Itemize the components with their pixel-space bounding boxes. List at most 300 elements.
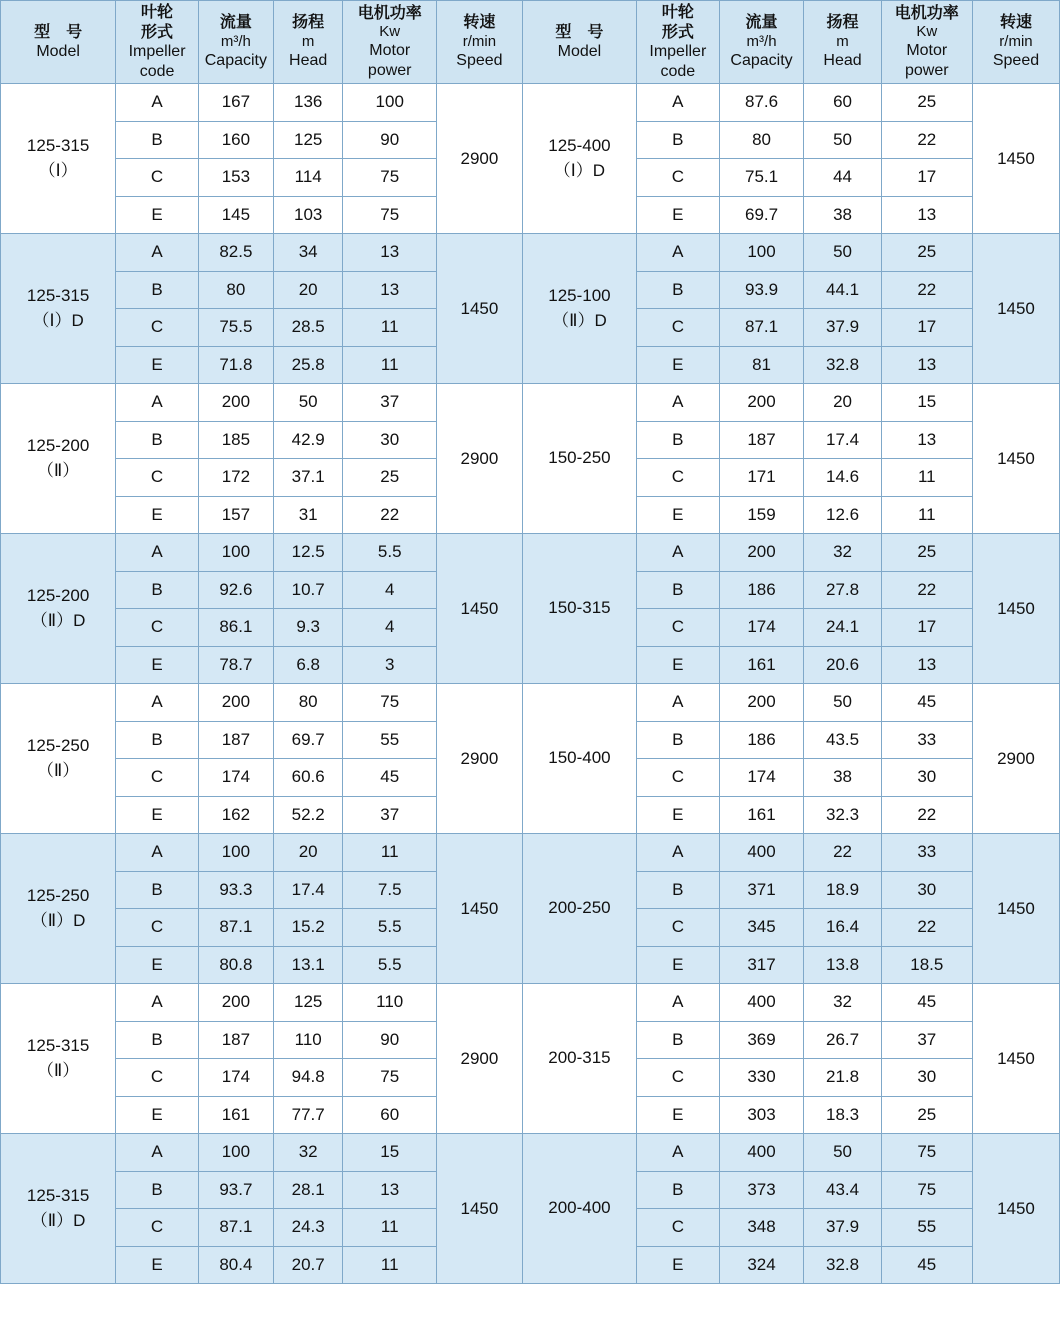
- head-cell: 18.3: [804, 1096, 881, 1134]
- motor-power-cell: 4: [343, 571, 437, 609]
- motor-power-cell: 75: [343, 1059, 437, 1097]
- motor-power-cell: 4: [343, 609, 437, 647]
- motor-power-cell: 17: [881, 159, 972, 197]
- head-cell: 32.8: [804, 346, 881, 384]
- head-cell: 32: [804, 534, 881, 572]
- speed-cell: 1450: [972, 534, 1059, 684]
- head-cell: 94.8: [273, 1059, 343, 1097]
- capacity-cell: 75.1: [719, 159, 804, 197]
- motor-power-cell: 5.5: [343, 534, 437, 572]
- motor-power-cell: 25: [881, 534, 972, 572]
- speed-cell: 1450: [436, 234, 522, 384]
- capacity-cell: 93.9: [719, 271, 804, 309]
- impeller-code-cell: B: [637, 721, 720, 759]
- capacity-cell: 161: [719, 796, 804, 834]
- head-cell: 43.4: [804, 1171, 881, 1209]
- motor-power-cell: 17: [881, 309, 972, 347]
- speed-cell: 1450: [972, 384, 1059, 534]
- column-header-left-4: 电机功率 Kw Motor power: [343, 1, 437, 84]
- head-cell: 44.1: [804, 271, 881, 309]
- impeller-code-cell: C: [637, 159, 720, 197]
- impeller-code-cell: B: [637, 571, 720, 609]
- motor-power-cell: 60: [343, 1096, 437, 1134]
- column-header-right-5: 转速 r/min Speed: [972, 1, 1059, 84]
- speed-cell: 1450: [972, 234, 1059, 384]
- capacity-cell: 174: [719, 609, 804, 647]
- impeller-code-cell: C: [637, 759, 720, 797]
- head-cell: 28.1: [273, 1171, 343, 1209]
- speed-cell: 1450: [972, 834, 1059, 984]
- impeller-code-cell: B: [637, 271, 720, 309]
- impeller-code-cell: A: [637, 234, 720, 272]
- motor-power-cell: 25: [881, 234, 972, 272]
- impeller-code-cell: B: [116, 1021, 199, 1059]
- head-cell: 50: [273, 384, 343, 422]
- motor-power-cell: 22: [881, 271, 972, 309]
- capacity-cell: 187: [198, 1021, 273, 1059]
- head-cell: 50: [804, 684, 881, 722]
- table-row: [1, 84, 1060, 122]
- head-cell: 37.9: [804, 309, 881, 347]
- capacity-cell: 75.5: [198, 309, 273, 347]
- capacity-cell: 100: [198, 834, 273, 872]
- motor-power-cell: 37: [881, 1021, 972, 1059]
- impeller-code-cell: A: [637, 384, 720, 422]
- capacity-cell: 80: [719, 121, 804, 159]
- head-cell: 60.6: [273, 759, 343, 797]
- head-cell: 32.3: [804, 796, 881, 834]
- impeller-code-cell: B: [637, 421, 720, 459]
- column-header-right-1: 叶轮 形式 Impeller code: [637, 1, 720, 84]
- motor-power-cell: 7.5: [343, 871, 437, 909]
- impeller-code-cell: E: [116, 946, 199, 984]
- motor-power-cell: 11: [343, 834, 437, 872]
- impeller-code-cell: E: [116, 646, 199, 684]
- impeller-code-cell: C: [637, 459, 720, 497]
- motor-power-cell: 5.5: [343, 946, 437, 984]
- capacity-cell: 369: [719, 1021, 804, 1059]
- motor-power-cell: 30: [881, 1059, 972, 1097]
- capacity-cell: 171: [719, 459, 804, 497]
- motor-power-cell: 22: [881, 121, 972, 159]
- impeller-code-cell: B: [637, 1021, 720, 1059]
- model-cell: 200-250: [522, 834, 636, 984]
- column-header-right-4: 电机功率 Kw Motor power: [881, 1, 972, 84]
- head-cell: 69.7: [273, 721, 343, 759]
- impeller-code-cell: B: [116, 1171, 199, 1209]
- speed-cell: 2900: [436, 984, 522, 1134]
- model-cell: 200-315: [522, 984, 636, 1134]
- capacity-cell: 92.6: [198, 571, 273, 609]
- impeller-code-cell: C: [116, 309, 199, 347]
- model-cell: 125-400 （Ⅰ）D: [522, 84, 636, 234]
- capacity-cell: 80.8: [198, 946, 273, 984]
- head-cell: 14.6: [804, 459, 881, 497]
- head-cell: 38: [804, 759, 881, 797]
- model-cell: 125-250 （Ⅱ）D: [1, 834, 116, 984]
- model-cell: 125-315 （Ⅰ）: [1, 84, 116, 234]
- capacity-cell: 157: [198, 496, 273, 534]
- capacity-cell: 400: [719, 834, 804, 872]
- impeller-code-cell: A: [637, 684, 720, 722]
- motor-power-cell: 15: [343, 1134, 437, 1172]
- capacity-cell: 87.1: [198, 909, 273, 947]
- table-row: [1, 834, 1060, 872]
- head-cell: 32: [804, 984, 881, 1022]
- impeller-code-cell: C: [637, 1059, 720, 1097]
- table-row: [1, 384, 1060, 422]
- table-body: [1, 84, 1060, 1284]
- motor-power-cell: 13: [881, 196, 972, 234]
- capacity-cell: 200: [719, 684, 804, 722]
- impeller-code-cell: E: [637, 1096, 720, 1134]
- impeller-code-cell: B: [637, 871, 720, 909]
- head-cell: 125: [273, 984, 343, 1022]
- motor-power-cell: 25: [881, 84, 972, 122]
- motor-power-cell: 33: [881, 834, 972, 872]
- capacity-cell: 186: [719, 721, 804, 759]
- head-cell: 22: [804, 834, 881, 872]
- impeller-code-cell: A: [116, 234, 199, 272]
- head-cell: 20: [804, 384, 881, 422]
- model-cell: 125-315 （Ⅰ）D: [1, 234, 116, 384]
- head-cell: 20: [273, 271, 343, 309]
- impeller-code-cell: C: [116, 1059, 199, 1097]
- motor-power-cell: 25: [343, 459, 437, 497]
- head-cell: 110: [273, 1021, 343, 1059]
- motor-power-cell: 22: [881, 571, 972, 609]
- head-cell: 20: [273, 834, 343, 872]
- column-header-left-5: 转速 r/min Speed: [436, 1, 522, 84]
- head-cell: 17.4: [273, 871, 343, 909]
- motor-power-cell: 15: [881, 384, 972, 422]
- capacity-cell: 69.7: [719, 196, 804, 234]
- impeller-code-cell: E: [637, 196, 720, 234]
- motor-power-cell: 75: [881, 1171, 972, 1209]
- model-cell: 150-315: [522, 534, 636, 684]
- head-cell: 20.6: [804, 646, 881, 684]
- motor-power-cell: 5.5: [343, 909, 437, 947]
- capacity-cell: 373: [719, 1171, 804, 1209]
- capacity-cell: 200: [198, 384, 273, 422]
- head-cell: 26.7: [804, 1021, 881, 1059]
- motor-power-cell: 30: [881, 759, 972, 797]
- column-header-left-2: 流量 m³/h Capacity: [198, 1, 273, 84]
- motor-power-cell: 55: [343, 721, 437, 759]
- impeller-code-cell: A: [116, 384, 199, 422]
- head-cell: 20.7: [273, 1246, 343, 1284]
- impeller-code-cell: C: [116, 909, 199, 947]
- model-cell: 150-400: [522, 684, 636, 834]
- head-cell: 38: [804, 196, 881, 234]
- column-header-left-3: 扬程 m Head: [273, 1, 343, 84]
- impeller-code-cell: E: [116, 496, 199, 534]
- motor-power-cell: 75: [343, 684, 437, 722]
- capacity-cell: 348: [719, 1209, 804, 1247]
- capacity-cell: 93.7: [198, 1171, 273, 1209]
- speed-cell: 2900: [436, 384, 522, 534]
- head-cell: 60: [804, 84, 881, 122]
- column-header-right-0: 型 号 Model: [522, 1, 636, 84]
- motor-power-cell: 13: [881, 346, 972, 384]
- capacity-cell: 80.4: [198, 1246, 273, 1284]
- head-cell: 77.7: [273, 1096, 343, 1134]
- motor-power-cell: 45: [881, 984, 972, 1022]
- head-cell: 13.8: [804, 946, 881, 984]
- head-cell: 42.9: [273, 421, 343, 459]
- head-cell: 13.1: [273, 946, 343, 984]
- motor-power-cell: 45: [881, 1246, 972, 1284]
- head-cell: 25.8: [273, 346, 343, 384]
- impeller-code-cell: B: [637, 121, 720, 159]
- capacity-cell: 200: [198, 684, 273, 722]
- head-cell: 114: [273, 159, 343, 197]
- motor-power-cell: 11: [343, 309, 437, 347]
- impeller-code-cell: E: [116, 1246, 199, 1284]
- head-cell: 103: [273, 196, 343, 234]
- model-cell: 125-100 （Ⅱ）D: [522, 234, 636, 384]
- capacity-cell: 80: [198, 271, 273, 309]
- capacity-cell: 324: [719, 1246, 804, 1284]
- motor-power-cell: 37: [343, 796, 437, 834]
- impeller-code-cell: A: [637, 1134, 720, 1172]
- capacity-cell: 162: [198, 796, 273, 834]
- speed-cell: 1450: [436, 534, 522, 684]
- speed-cell: 1450: [972, 1134, 1059, 1284]
- motor-power-cell: 100: [343, 84, 437, 122]
- capacity-cell: 187: [198, 721, 273, 759]
- impeller-code-cell: C: [637, 1209, 720, 1247]
- motor-power-cell: 25: [881, 1096, 972, 1134]
- impeller-code-cell: C: [637, 909, 720, 947]
- head-cell: 9.3: [273, 609, 343, 647]
- capacity-cell: 371: [719, 871, 804, 909]
- capacity-cell: 82.5: [198, 234, 273, 272]
- motor-power-cell: 13: [881, 646, 972, 684]
- motor-power-cell: 33: [881, 721, 972, 759]
- impeller-code-cell: A: [637, 834, 720, 872]
- motor-power-cell: 75: [343, 196, 437, 234]
- motor-power-cell: 22: [343, 496, 437, 534]
- motor-power-cell: 11: [881, 459, 972, 497]
- impeller-code-cell: E: [116, 346, 199, 384]
- capacity-cell: 100: [198, 1134, 273, 1172]
- capacity-cell: 100: [719, 234, 804, 272]
- head-cell: 37.1: [273, 459, 343, 497]
- head-cell: 32.8: [804, 1246, 881, 1284]
- impeller-code-cell: B: [116, 271, 199, 309]
- impeller-code-cell: A: [116, 984, 199, 1022]
- head-cell: 125: [273, 121, 343, 159]
- impeller-code-cell: A: [116, 834, 199, 872]
- head-cell: 21.8: [804, 1059, 881, 1097]
- capacity-cell: 317: [719, 946, 804, 984]
- column-header-left-1: 叶轮 形式 Impeller code: [116, 1, 199, 84]
- impeller-code-cell: A: [637, 534, 720, 572]
- head-cell: 136: [273, 84, 343, 122]
- head-cell: 44: [804, 159, 881, 197]
- capacity-cell: 145: [198, 196, 273, 234]
- column-header-right-3: 扬程 m Head: [804, 1, 881, 84]
- motor-power-cell: 45: [881, 684, 972, 722]
- model-cell: 200-400: [522, 1134, 636, 1284]
- table-row: [1, 684, 1060, 722]
- head-cell: 50: [804, 1134, 881, 1172]
- speed-cell: 2900: [436, 684, 522, 834]
- capacity-cell: 200: [719, 384, 804, 422]
- table-row: [1, 534, 1060, 572]
- head-cell: 15.2: [273, 909, 343, 947]
- speed-cell: 1450: [972, 984, 1059, 1134]
- head-cell: 24.3: [273, 1209, 343, 1247]
- motor-power-cell: 30: [881, 871, 972, 909]
- head-cell: 24.1: [804, 609, 881, 647]
- capacity-cell: 330: [719, 1059, 804, 1097]
- capacity-cell: 167: [198, 84, 273, 122]
- table-header-row: [1, 1, 1060, 84]
- impeller-code-cell: E: [116, 796, 199, 834]
- impeller-code-cell: E: [116, 1096, 199, 1134]
- motor-power-cell: 22: [881, 796, 972, 834]
- column-header-left-0: 型 号 Model: [1, 1, 116, 84]
- impeller-code-cell: E: [637, 496, 720, 534]
- head-cell: 6.8: [273, 646, 343, 684]
- head-cell: 31: [273, 496, 343, 534]
- head-cell: 80: [273, 684, 343, 722]
- motor-power-cell: 37: [343, 384, 437, 422]
- head-cell: 43.5: [804, 721, 881, 759]
- motor-power-cell: 90: [343, 1021, 437, 1059]
- impeller-code-cell: B: [116, 121, 199, 159]
- motor-power-cell: 55: [881, 1209, 972, 1247]
- capacity-cell: 345: [719, 909, 804, 947]
- head-cell: 50: [804, 234, 881, 272]
- capacity-cell: 86.1: [198, 609, 273, 647]
- motor-power-cell: 18.5: [881, 946, 972, 984]
- capacity-cell: 174: [719, 759, 804, 797]
- model-cell: 125-315 （Ⅱ）D: [1, 1134, 116, 1284]
- speed-cell: 1450: [436, 834, 522, 984]
- capacity-cell: 87.6: [719, 84, 804, 122]
- table-row: [1, 234, 1060, 272]
- impeller-code-cell: A: [116, 684, 199, 722]
- motor-power-cell: 90: [343, 121, 437, 159]
- capacity-cell: 100: [198, 534, 273, 572]
- impeller-code-cell: E: [637, 646, 720, 684]
- model-cell: 125-200 （Ⅱ）D: [1, 534, 116, 684]
- head-cell: 32: [273, 1134, 343, 1172]
- head-cell: 52.2: [273, 796, 343, 834]
- head-cell: 16.4: [804, 909, 881, 947]
- impeller-code-cell: E: [637, 1246, 720, 1284]
- motor-power-cell: 75: [343, 159, 437, 197]
- motor-power-cell: 11: [343, 1246, 437, 1284]
- head-cell: 12.5: [273, 534, 343, 572]
- table-header: [1, 1, 1060, 84]
- motor-power-cell: 30: [343, 421, 437, 459]
- impeller-code-cell: C: [116, 609, 199, 647]
- impeller-code-cell: C: [116, 759, 199, 797]
- capacity-cell: 172: [198, 459, 273, 497]
- motor-power-cell: 75: [881, 1134, 972, 1172]
- speed-cell: 2900: [972, 684, 1059, 834]
- capacity-cell: 153: [198, 159, 273, 197]
- speed-cell: 1450: [436, 1134, 522, 1284]
- head-cell: 12.6: [804, 496, 881, 534]
- impeller-code-cell: E: [116, 196, 199, 234]
- model-cell: 150-250: [522, 384, 636, 534]
- column-header-right-2: 流量 m³/h Capacity: [719, 1, 804, 84]
- impeller-code-cell: B: [116, 421, 199, 459]
- head-cell: 37.9: [804, 1209, 881, 1247]
- head-cell: 34: [273, 234, 343, 272]
- motor-power-cell: 11: [343, 1209, 437, 1247]
- impeller-code-cell: E: [637, 946, 720, 984]
- motor-power-cell: 45: [343, 759, 437, 797]
- speed-cell: 1450: [972, 84, 1059, 234]
- impeller-code-cell: C: [637, 309, 720, 347]
- impeller-code-cell: C: [116, 459, 199, 497]
- capacity-cell: 78.7: [198, 646, 273, 684]
- speed-cell: 2900: [436, 84, 522, 234]
- motor-power-cell: 22: [881, 909, 972, 947]
- head-cell: 27.8: [804, 571, 881, 609]
- table-row: [1, 1134, 1060, 1172]
- head-cell: 28.5: [273, 309, 343, 347]
- motor-power-cell: 3: [343, 646, 437, 684]
- capacity-cell: 87.1: [719, 309, 804, 347]
- capacity-cell: 185: [198, 421, 273, 459]
- capacity-cell: 186: [719, 571, 804, 609]
- impeller-code-cell: C: [637, 609, 720, 647]
- impeller-code-cell: C: [116, 159, 199, 197]
- capacity-cell: 159: [719, 496, 804, 534]
- motor-power-cell: 110: [343, 984, 437, 1022]
- impeller-code-cell: C: [116, 1209, 199, 1247]
- capacity-cell: 187: [719, 421, 804, 459]
- impeller-code-cell: E: [637, 796, 720, 834]
- capacity-cell: 174: [198, 759, 273, 797]
- capacity-cell: 160: [198, 121, 273, 159]
- capacity-cell: 200: [719, 534, 804, 572]
- motor-power-cell: 11: [881, 496, 972, 534]
- impeller-code-cell: A: [637, 984, 720, 1022]
- impeller-code-cell: A: [116, 84, 199, 122]
- impeller-code-cell: B: [116, 871, 199, 909]
- model-cell: 125-200 （Ⅱ）: [1, 384, 116, 534]
- motor-power-cell: 13: [343, 234, 437, 272]
- impeller-code-cell: B: [116, 721, 199, 759]
- capacity-cell: 161: [719, 646, 804, 684]
- capacity-cell: 174: [198, 1059, 273, 1097]
- model-cell: 125-315 （Ⅱ）: [1, 984, 116, 1134]
- head-cell: 18.9: [804, 871, 881, 909]
- motor-power-cell: 11: [343, 346, 437, 384]
- impeller-code-cell: A: [637, 84, 720, 122]
- head-cell: 10.7: [273, 571, 343, 609]
- motor-power-cell: 13: [343, 1171, 437, 1209]
- capacity-cell: 71.8: [198, 346, 273, 384]
- impeller-code-cell: A: [116, 534, 199, 572]
- capacity-cell: 200: [198, 984, 273, 1022]
- capacity-cell: 400: [719, 1134, 804, 1172]
- motor-power-cell: 13: [343, 271, 437, 309]
- impeller-code-cell: A: [116, 1134, 199, 1172]
- capacity-cell: 161: [198, 1096, 273, 1134]
- impeller-code-cell: E: [637, 346, 720, 384]
- head-cell: 17.4: [804, 421, 881, 459]
- motor-power-cell: 13: [881, 421, 972, 459]
